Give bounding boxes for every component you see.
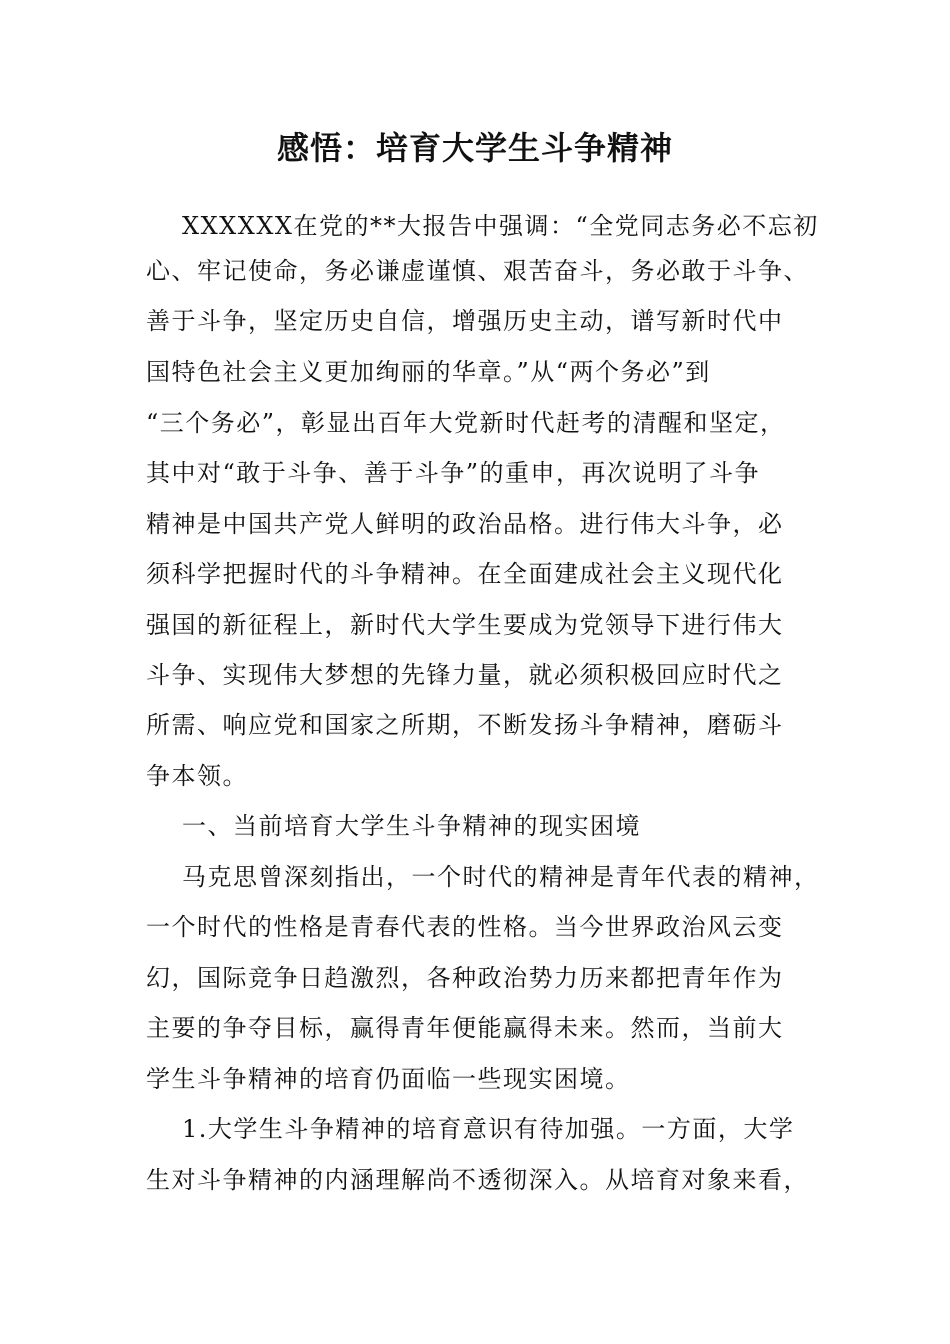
paragraph-line: 马克思曾深刻指出，一个时代的精神是青年代表的精神，: [182, 863, 820, 891]
paragraph-line: 所需、响应党和国家之所期，不断发扬斗争精神，磨砺斗: [146, 711, 784, 739]
paragraph-line: 生对斗争精神的内涵理解尚不透彻深入。从培育对象来看，: [146, 1166, 809, 1194]
paragraph-line: 幻，国际竞争日趋激烈，各种政治势力历来都把青年作为: [146, 964, 784, 992]
paragraph-line: 须科学把握时代的斗争精神。在全面建成社会主义现代化: [146, 560, 784, 588]
paragraph-line: 争本领。: [146, 762, 248, 790]
paragraph-line: 一个时代的性格是青春代表的性格。当今世界政治风云变: [146, 913, 784, 941]
section-heading: 一、当前培育大学生斗争精神的现实困境: [182, 812, 641, 840]
paragraph-line: 学生斗争精神的培育仍面临一些现实困境。: [146, 1065, 631, 1093]
paragraph-line: 善于斗争，坚定历史自信，增强历史主动，谱写新时代中: [146, 307, 784, 335]
paragraph-line: “三个务必”，彰显出百年大党新时代赶考的清醒和坚定，: [146, 409, 786, 437]
paragraph-line: XXXXXX在党的**大报告中强调：“全党同志务必不忘初: [182, 212, 819, 240]
document-title: 感悟：培育大学生斗争精神: [276, 129, 673, 167]
paragraph-line: 斗争、实现伟大梦想的先锋力量，就必须积极回应时代之: [146, 661, 784, 689]
paragraph-line: 心、牢记使命，务必谦虚谨慎、艰苦奋斗，务必敢于斗争、: [146, 257, 809, 285]
paragraph-line: 1.大学生斗争精神的培育意识有待加强。一方面，大学: [182, 1115, 795, 1143]
paragraph-line: 强国的新征程上，新时代大学生要成为党领导下进行伟大: [146, 611, 784, 639]
paragraph-line: 国特色社会主义更加绚丽的华章。”从“两个务必”到: [146, 358, 711, 386]
paragraph-line: 其中对“敢于斗争、善于斗争”的重申，再次说明了斗争: [146, 459, 761, 487]
paragraph-line: 精神是中国共产党人鲜明的政治品格。进行伟大斗争，必: [146, 510, 784, 538]
paragraph-line: 主要的争夺目标，赢得青年便能赢得未来。然而，当前大: [146, 1014, 784, 1042]
